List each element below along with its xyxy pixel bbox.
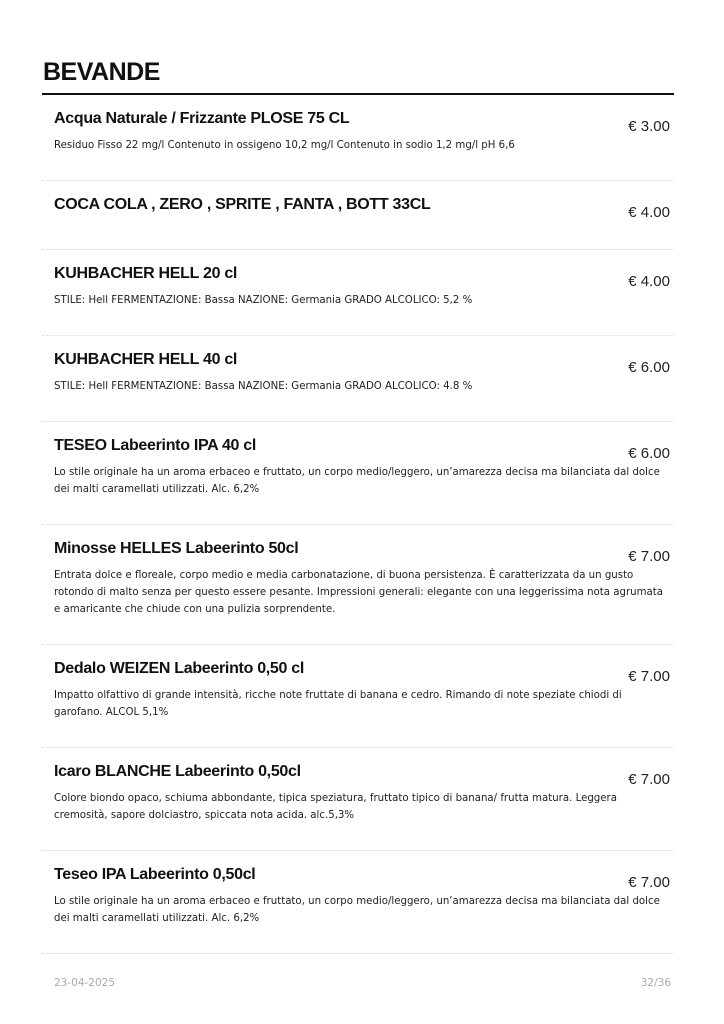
item-description: Lo stile originale ha un aroma erbaceo e fruttato, un corpo medio/leggero, un’amarezza decisa ma bilanciata dal dolce dei malti caramellati utilizzati. Alc. 6,2%	[54, 467, 660, 495]
menu-item	[42, 250, 674, 336]
menu-item	[42, 95, 674, 181]
menu-item	[42, 525, 674, 645]
item-name: KUHBACHER HELL 20 cl	[54, 265, 238, 282]
item-price: € 4.00	[628, 204, 670, 221]
item-price: € 7.00	[628, 548, 670, 565]
item-price: € 6.00	[628, 445, 670, 462]
item-description: Entrata dolce e floreale, corpo medio e media carbonatazione, di buona persistenza. È caratterizzata da un gusto rotondo di malto senza per questo essere pesante. Impressioni generali: elegante con una leggerissima nota agrumata e amaricante che chiude con una pulizia sorprendente.	[54, 570, 664, 615]
menu-item	[42, 181, 674, 250]
item-name: Dedalo WEIZEN Labeerinto 0,50 cl	[54, 660, 305, 677]
item-price: € 3.00	[628, 118, 670, 135]
footer-page-number: 32/36	[640, 977, 671, 989]
item-description: Residuo Fisso 22 mg/l Contenuto in ossigeno 10,2 mg/l Contenuto in sodio 1,2 mg/l pH 6,6	[54, 140, 515, 151]
item-description: STILE: Hell FERMENTAZIONE: Bassa NAZIONE: Germania GRADO ALCOLICO: 4.8 %	[54, 381, 473, 392]
item-description: Impatto olfattivo di grande intensità, ricche note fruttate di banana e cedro. Rimando di note speziate chiodi di garofano. ALCOL 5,1%	[54, 690, 622, 718]
item-price: € 7.00	[628, 874, 670, 891]
menu-item	[42, 336, 674, 422]
menu-item	[42, 422, 674, 525]
item-name: COCA COLA , ZERO , SPRITE , FANTA , BOTT 33CL	[54, 196, 431, 213]
menu-item	[42, 851, 674, 954]
item-description: STILE: Hell FERMENTAZIONE: Bassa NAZIONE: Germania GRADO ALCOLICO: 5,2 %	[54, 295, 473, 306]
item-name: Teseo IPA Labeerinto 0,50cl	[54, 866, 256, 883]
item-name: TESEO Labeerinto IPA 40 cl	[54, 437, 257, 454]
item-description: Lo stile originale ha un aroma erbaceo e fruttato, un corpo medio/leggero, un’amarezza decisa ma bilanciata dal dolce dei malti caramellati utilizzati. Alc. 6,2%	[54, 896, 660, 924]
item-name: Acqua Naturale / Frizzante PLOSE 75 CL	[54, 110, 350, 127]
menu-list	[42, 95, 674, 954]
section-title: BEVANDE	[43, 58, 160, 86]
item-price: € 4.00	[628, 273, 670, 290]
item-price: € 7.00	[628, 668, 670, 685]
menu-item	[42, 645, 674, 748]
item-description: Colore biondo opaco, schiuma abbondante, tipica speziatura, fruttato tipico di banana/ frutta matura. Leggera cremosità, sapore dolciastro, spiccata nota acida. alc.5,3%	[54, 793, 617, 821]
item-name: Icaro BLANCHE Labeerinto 0,50cl	[54, 763, 301, 780]
footer-date: 23-04-2025	[54, 977, 116, 989]
item-price: € 6.00	[628, 359, 670, 376]
item-name: Minosse HELLES Labeerinto 50cl	[54, 540, 299, 557]
item-name: KUHBACHER HELL 40 cl	[54, 351, 238, 368]
menu-item	[42, 748, 674, 851]
item-price: € 7.00	[628, 771, 670, 788]
